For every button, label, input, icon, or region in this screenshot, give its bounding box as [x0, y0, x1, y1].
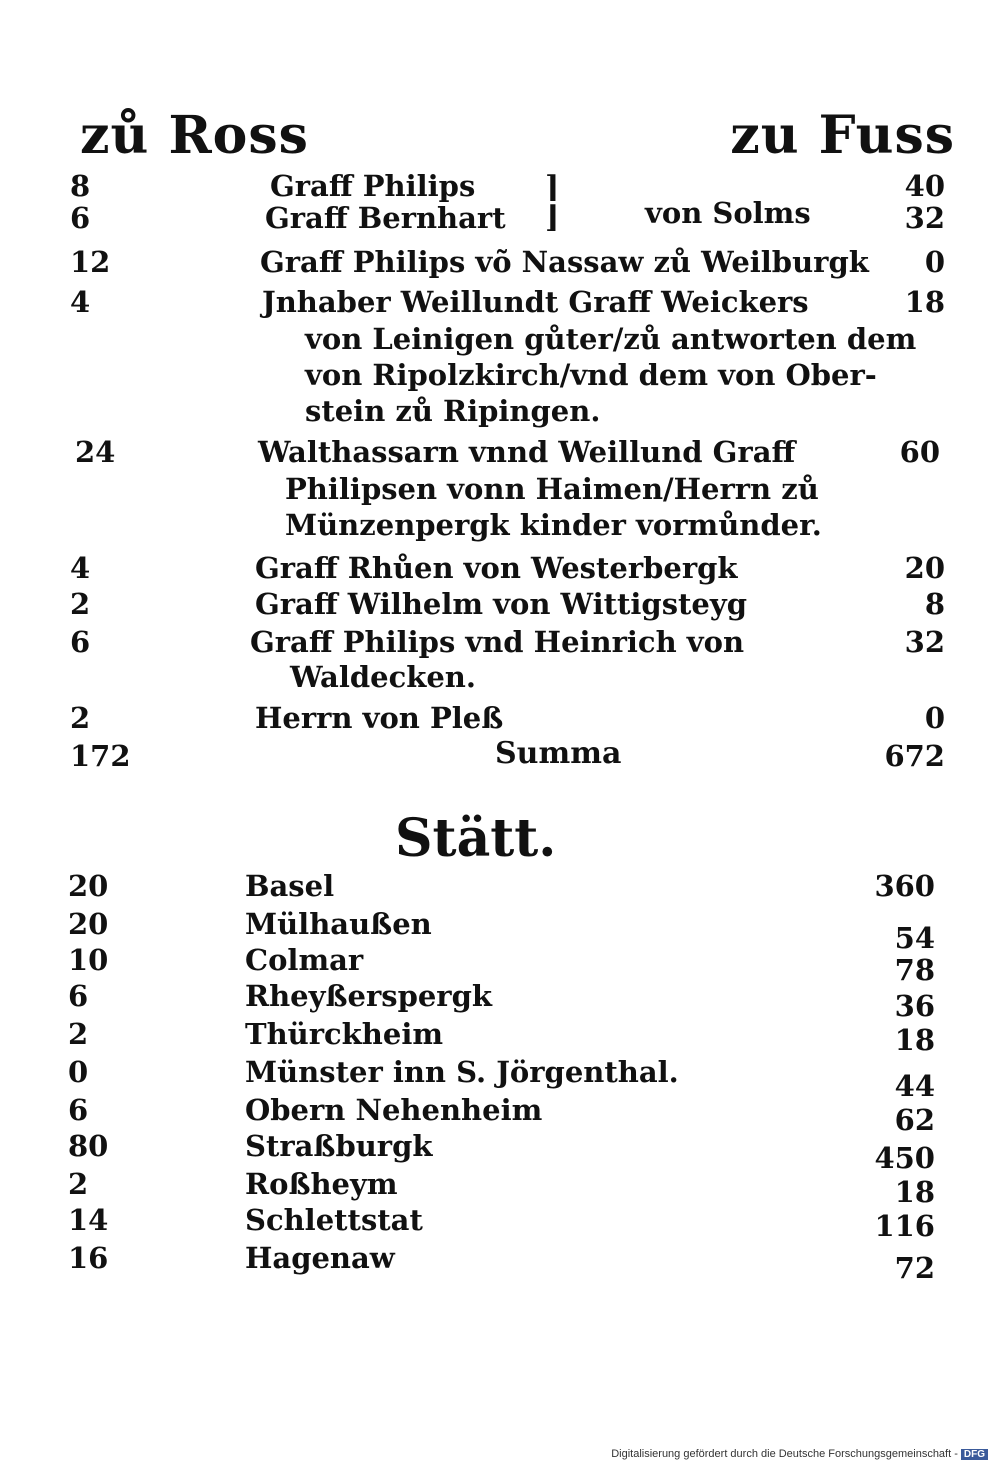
- cavalry-count: 14: [68, 1203, 109, 1237]
- summa-label: Summa: [495, 736, 622, 771]
- continuation-line: Münzenpergk kinder vormůnder.: [285, 508, 822, 542]
- continuation-line: von Leinigen gůter/zů antworten dem: [305, 322, 917, 356]
- infantry-count: 72: [894, 1251, 935, 1285]
- city-name: Basel: [245, 869, 335, 903]
- cavalry-count: 6: [68, 1093, 89, 1127]
- table-row: [0, 698, 1000, 738]
- infantry-count: 360: [874, 869, 935, 903]
- table-row: [0, 242, 1000, 282]
- header-zu-fuss: zu Fuss: [730, 105, 955, 166]
- cavalry-count: 24: [75, 435, 116, 469]
- dfg-logo-icon: DFG: [961, 1449, 988, 1460]
- infantry-count: 8: [924, 587, 945, 621]
- section-title: Stätt.: [395, 808, 557, 869]
- infantry-count: 40: [904, 169, 945, 203]
- table-row: [0, 584, 1000, 624]
- infantry-count: 60: [899, 435, 940, 469]
- infantry-count: 18: [904, 285, 945, 319]
- cavalry-count: 0: [68, 1055, 89, 1089]
- cavalry-count: 80: [68, 1129, 109, 1163]
- brace-bottom: ⌋: [545, 200, 560, 235]
- cavalry-count: 10: [68, 943, 109, 977]
- cavalry-count: 20: [68, 907, 109, 941]
- city-name: Thürckheim: [245, 1017, 444, 1051]
- table-row: [0, 976, 1000, 1023]
- table-row: [0, 1200, 1000, 1243]
- entry-name: Graff Philips: [270, 169, 476, 203]
- infantry-count: 32: [904, 625, 945, 659]
- infantry-total: 672: [884, 739, 945, 773]
- cavalry-count: 12: [70, 245, 111, 279]
- table-row: [0, 548, 1000, 588]
- cavalry-count: 2: [70, 587, 91, 621]
- header-zu-ross: zů Ross: [80, 105, 309, 166]
- entry-name: Graff Rhůen von Westerbergk: [255, 551, 738, 585]
- infantry-count: 44: [894, 1069, 935, 1103]
- infantry-count: 62: [894, 1103, 935, 1137]
- cavalry-count: 16: [68, 1241, 109, 1275]
- infantry-count: 0: [924, 701, 945, 735]
- city-name: Straßburgk: [245, 1129, 433, 1163]
- infantry-count: 450: [874, 1141, 935, 1175]
- cavalry-count: 6: [70, 201, 91, 235]
- cavalry-count: 2: [70, 701, 91, 735]
- infantry-count: 116: [874, 1209, 935, 1243]
- cavalry-count: 20: [68, 869, 109, 903]
- table-row: [0, 1090, 1000, 1137]
- entry-name: Jnhaber Weillundt Graff Weickers: [262, 285, 809, 319]
- entry-name: Graff Wilhelm von Wittigsteyg: [255, 587, 747, 621]
- continuation-line: Waldecken.: [290, 660, 476, 694]
- table-row: [0, 198, 1000, 238]
- continuation-line: Philipsen vonn Haimen/Herrn zů: [285, 472, 819, 506]
- city-name: Roßheym: [245, 1167, 398, 1201]
- cavalry-count: 4: [70, 551, 91, 585]
- footer-text: Digitalisierung gefördert durch die Deutsche Forschungsgemeinschaft -: [611, 1448, 958, 1460]
- city-name: Colmar: [245, 943, 364, 977]
- table-row: [0, 866, 1000, 906]
- cavalry-count: 8: [70, 169, 91, 203]
- table-row: [0, 1014, 1000, 1057]
- table-row: [0, 432, 1000, 472]
- table-row: [0, 1238, 1000, 1285]
- infantry-count: 20: [904, 551, 945, 585]
- infantry-count: 18: [894, 1175, 935, 1209]
- infantry-count: 32: [904, 201, 945, 235]
- infantry-count: 0: [924, 245, 945, 279]
- cavalry-count: 6: [70, 625, 91, 659]
- table-row: [0, 1164, 1000, 1209]
- infantry-count: 54: [894, 921, 935, 955]
- cavalry-count: 2: [68, 1167, 89, 1201]
- entry-name: Graff Bernhart: [265, 201, 506, 235]
- table-row: [0, 904, 1000, 955]
- table-row: [0, 1052, 1000, 1103]
- infantry-count: 36: [894, 989, 935, 1023]
- table-row: [0, 622, 1000, 662]
- table-row: [0, 282, 1000, 322]
- entry-name: Herrn von Pleß: [255, 701, 504, 735]
- entry-name: Graff Philips võ Nassaw zů Weilburgk: [260, 245, 869, 279]
- city-name: Mülhaußen: [245, 907, 432, 941]
- table-row: [0, 940, 1000, 987]
- brace-top: ⌉: [545, 170, 560, 205]
- city-name: Rheyßerspergk: [245, 979, 492, 1013]
- cavalry-count: 4: [70, 285, 91, 319]
- cavalry-count: 2: [68, 1017, 89, 1051]
- continuation-line: stein zů Ripingen.: [305, 394, 601, 428]
- continuation-line: von Ripolzkirch/vnd dem von Ober-: [305, 358, 877, 392]
- city-name: Schlettstat: [245, 1203, 423, 1237]
- city-name: Münster inn S. Jörgenthal.: [245, 1055, 679, 1089]
- cavalry-total: 172: [70, 739, 131, 773]
- city-name: Hagenaw: [245, 1241, 395, 1275]
- footer-credit: [611, 1448, 988, 1460]
- solms-label: von Solms: [645, 196, 811, 230]
- entry-name: Graff Philips vnd Heinrich von: [250, 625, 745, 659]
- infantry-count: 18: [894, 1023, 935, 1057]
- cavalry-count: 6: [68, 979, 89, 1013]
- table-row: [0, 1126, 1000, 1175]
- infantry-count: 78: [894, 953, 935, 987]
- entry-name: Walthassarn vnnd Weillund Graff: [258, 435, 796, 469]
- city-name: Obern Nehenheim: [245, 1093, 543, 1127]
